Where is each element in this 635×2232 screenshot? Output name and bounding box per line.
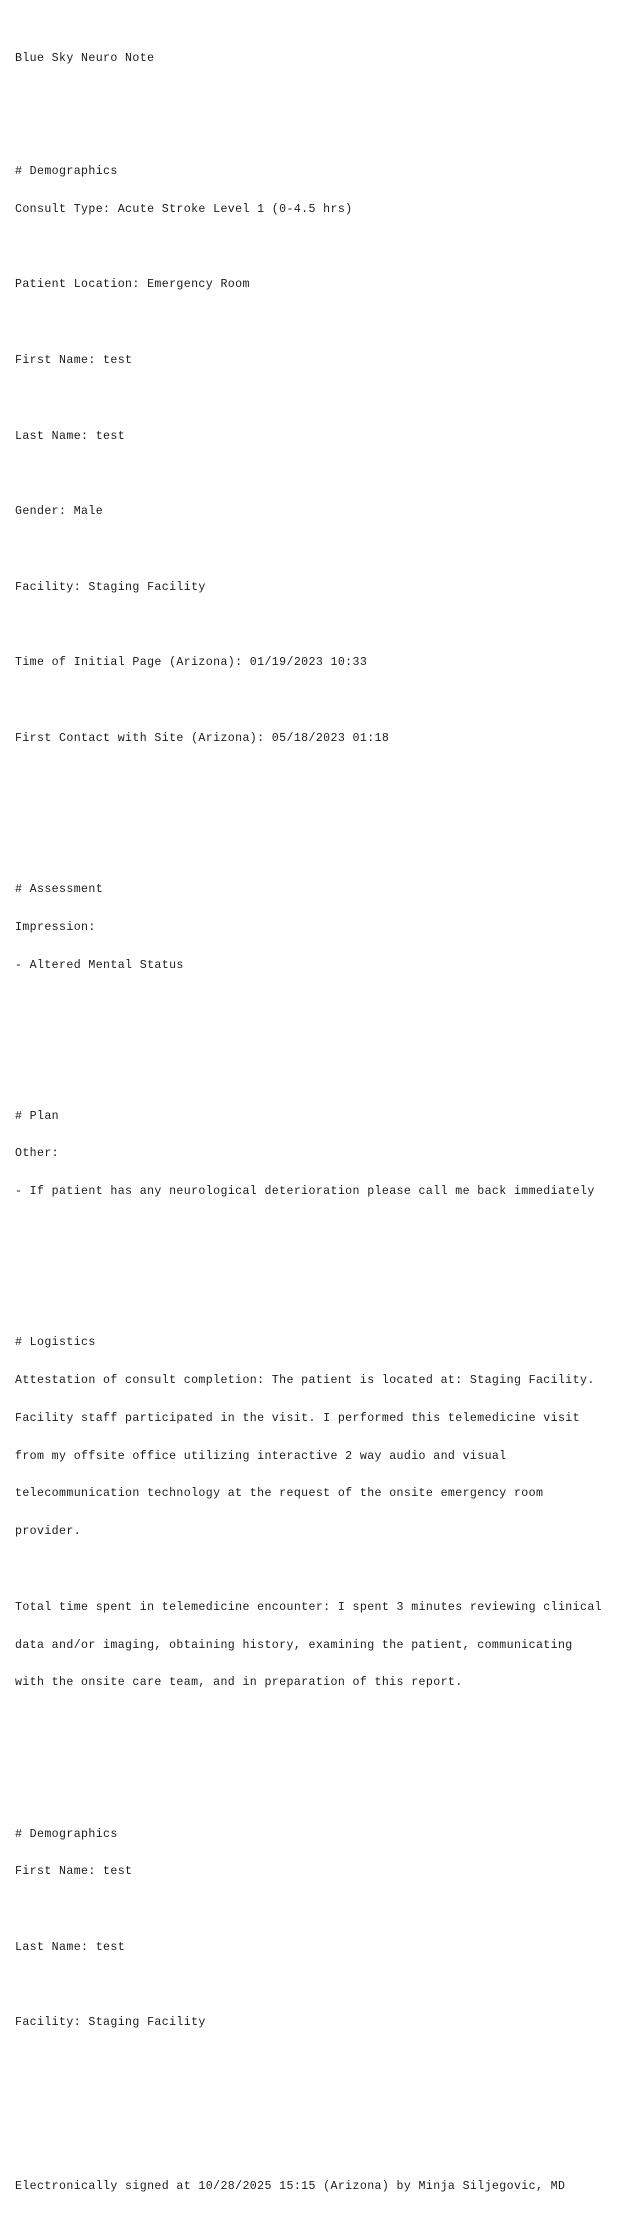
spacer — [15, 242, 635, 255]
first-contact-with-site-line: First Contact with Site (Arizona): 05/18/2023 01:18 — [15, 731, 390, 745]
first-name-line: First Name: test — [15, 354, 133, 368]
total-time-line: Total time spent in telemedicine encounter: I spent 3 minutes reviewing clinical — [15, 1600, 602, 1614]
consult-type-line: Consult Type: Acute Stroke Level 1 (0-4.5 hrs) — [15, 202, 353, 216]
spacer — [15, 468, 635, 481]
demographics-heading-2: # Demographics — [15, 1827, 118, 1841]
spacer — [15, 808, 635, 821]
time-of-initial-page-line: Time of Initial Page (Arizona): 01/19/2023 10:33 — [15, 656, 368, 670]
spacer — [15, 2131, 635, 2144]
total-time-line: data and/or imaging, obtaining history, examining the patient, communicating — [15, 1638, 573, 1652]
spacer — [15, 91, 635, 104]
spacer — [15, 544, 635, 557]
logistics-section — [15, 1312, 635, 1715]
spacer — [15, 393, 635, 406]
spacer — [15, 1904, 635, 1917]
last-name-line-2: Last Name: test — [15, 1940, 126, 1954]
first-name-line-2: First Name: test — [15, 1865, 133, 1879]
plan-other-label: Other: — [15, 1147, 60, 1161]
electronic-signature-line: Electronically signed at 10/28/2025 15:15 (Arizona) by Minja Siljegovic, MD — [15, 2180, 566, 2194]
plan-other-item: - If patient has any neurological deterioration please call me back immediately — [15, 1185, 595, 1199]
plan-section — [15, 1085, 635, 1224]
logistics-heading: # Logistics — [15, 1336, 96, 1350]
impression-item: - Altered Mental Status — [15, 958, 184, 972]
attestation-line: Attestation of consult completion: The patient is located at: Staging Facility. — [15, 1374, 595, 1388]
total-time-line: with the onsite care team, and in preparation of this report. — [15, 1676, 463, 1690]
spacer — [15, 695, 635, 708]
note-title: Blue Sky Neuro Note — [15, 51, 155, 65]
attestation-line: telecommunication technology at the request of the onsite emergency room — [15, 1487, 544, 1501]
attestation-line: Facility staff participated in the visit. I performed this telemedicine visit — [15, 1411, 580, 1425]
patient-location-line: Patient Location: Emergency Room — [15, 278, 250, 292]
spacer — [15, 1980, 635, 1993]
demographics-heading: # Demographics — [15, 165, 118, 179]
assessment-heading: # Assessment — [15, 882, 104, 896]
spacer — [15, 317, 635, 330]
note-body — [15, 15, 635, 2232]
demographics-section — [15, 141, 635, 771]
attestation-line: provider. — [15, 1525, 82, 1539]
gender-line: Gender: Male — [15, 505, 104, 519]
impression-label: Impression: — [15, 920, 96, 934]
spacer — [15, 1262, 635, 1275]
attestation-line: from my offsite office utilizing interactive 2 way audio and visual — [15, 1449, 507, 1463]
spacer — [15, 1753, 635, 1766]
spacer — [15, 620, 635, 633]
demographics-section-2 — [15, 1803, 635, 2055]
spacer — [15, 1035, 635, 1048]
spacer — [15, 2093, 635, 2106]
last-name-line: Last Name: test — [15, 429, 126, 443]
plan-heading: # Plan — [15, 1109, 60, 1123]
assessment-section — [15, 859, 635, 998]
spacer — [15, 1564, 635, 1577]
facility-line: Facility: Staging Facility — [15, 580, 206, 594]
facility-line-2: Facility: Staging Facility — [15, 2016, 206, 2030]
